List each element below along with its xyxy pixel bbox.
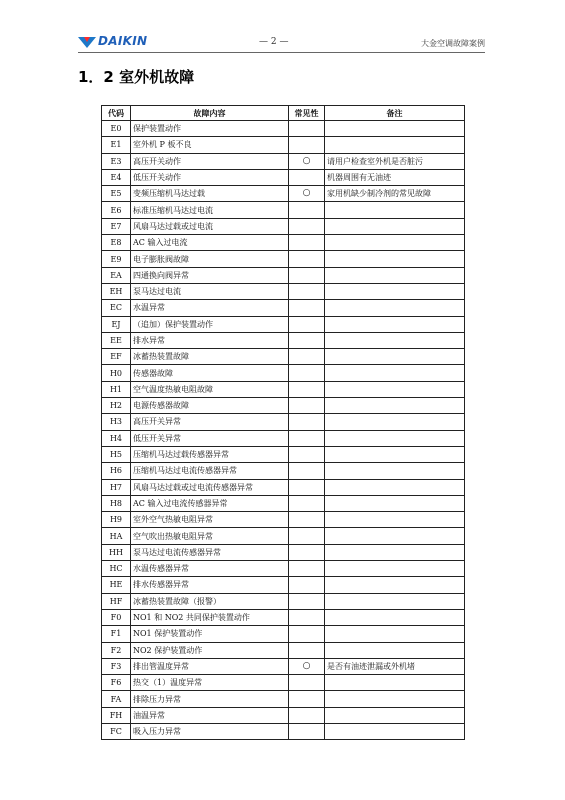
common-mark xyxy=(289,267,325,283)
remark xyxy=(325,430,465,446)
remark xyxy=(325,267,465,283)
fault-description: 室外空气热敏电阻异常 xyxy=(131,512,289,528)
common-mark xyxy=(289,381,325,397)
common-mark xyxy=(289,202,325,218)
table-row xyxy=(102,642,465,658)
common-mark xyxy=(289,332,325,348)
fault-description: 冰蓄热装置故障（报警） xyxy=(131,593,289,609)
fault-description: 排水传感器异常 xyxy=(131,577,289,593)
fault-description: AC 输入过电流 xyxy=(131,235,289,251)
fault-description: 风扇马达过载或过电流传感器异常 xyxy=(131,479,289,495)
table-row xyxy=(102,495,465,511)
remark xyxy=(325,446,465,462)
remark xyxy=(325,707,465,723)
remark xyxy=(325,479,465,495)
fault-description: 室外机 P 板不良 xyxy=(131,137,289,153)
remark xyxy=(325,463,465,479)
table-row xyxy=(102,609,465,625)
fault-code: HH xyxy=(102,544,131,560)
common-mark xyxy=(289,544,325,560)
remark xyxy=(325,544,465,560)
fault-description: 泵马达过电流 xyxy=(131,283,289,299)
remark xyxy=(325,577,465,593)
table-row xyxy=(102,349,465,365)
fault-description: 低压开关异常 xyxy=(131,430,289,446)
remark xyxy=(325,495,465,511)
fault-description: NO1 保护装置动作 xyxy=(131,626,289,642)
fault-description: 空气温度热敏电阻故障 xyxy=(131,381,289,397)
remark xyxy=(325,642,465,658)
fault-code: E5 xyxy=(102,186,131,202)
table-row xyxy=(102,121,465,137)
remark xyxy=(325,218,465,234)
fault-code: E9 xyxy=(102,251,131,267)
remark xyxy=(325,235,465,251)
remark: 机器周围有无油迹 xyxy=(325,169,465,185)
fault-code: EH xyxy=(102,283,131,299)
fault-description: 电源传感器故障 xyxy=(131,398,289,414)
fault-description: 排出管温度异常 xyxy=(131,658,289,674)
remark xyxy=(325,691,465,707)
remark xyxy=(325,316,465,332)
fault-code: E7 xyxy=(102,218,131,234)
common-mark xyxy=(289,512,325,528)
fault-code: FA xyxy=(102,691,131,707)
remark xyxy=(325,723,465,739)
section-title: 1．2 室外机故障 xyxy=(78,68,195,86)
common-mark xyxy=(289,609,325,625)
table-row xyxy=(102,153,465,169)
fault-code: H9 xyxy=(102,512,131,528)
common-mark xyxy=(289,365,325,381)
document-title: 大金空调故障案例 xyxy=(421,39,485,48)
column-header-note: 备注 xyxy=(325,106,465,121)
fault-code: H4 xyxy=(102,430,131,446)
remark xyxy=(325,381,465,397)
table-row xyxy=(102,202,465,218)
fault-description: 水温传感器异常 xyxy=(131,561,289,577)
common-mark xyxy=(289,169,325,185)
fault-code: EE xyxy=(102,332,131,348)
common-mark xyxy=(289,349,325,365)
common-mark xyxy=(289,642,325,658)
remark xyxy=(325,593,465,609)
common-mark xyxy=(289,137,325,153)
fault-code: H3 xyxy=(102,414,131,430)
fault-description: 吸入压力异常 xyxy=(131,723,289,739)
fault-description: NO2 保护装置动作 xyxy=(131,642,289,658)
fault-code: EC xyxy=(102,300,131,316)
table-row xyxy=(102,137,465,153)
common-mark xyxy=(289,414,325,430)
table-row xyxy=(102,626,465,642)
fault-description: 保护装置动作 xyxy=(131,121,289,137)
fault-code: E6 xyxy=(102,202,131,218)
table-row xyxy=(102,707,465,723)
column-header-common: 常见性 xyxy=(289,106,325,121)
table-row xyxy=(102,479,465,495)
fault-code: HC xyxy=(102,561,131,577)
column-header-description: 故障内容 xyxy=(131,106,289,121)
fault-description: （追加）保护装置动作 xyxy=(131,316,289,332)
table-row xyxy=(102,381,465,397)
common-mark xyxy=(289,723,325,739)
fault-code: E0 xyxy=(102,121,131,137)
fault-code: E8 xyxy=(102,235,131,251)
common-mark xyxy=(289,300,325,316)
common-mark xyxy=(289,528,325,544)
daikin-logo-icon xyxy=(78,37,96,48)
fault-description: 油温异常 xyxy=(131,707,289,723)
common-mark xyxy=(289,251,325,267)
table-row xyxy=(102,593,465,609)
table-row xyxy=(102,463,465,479)
table-row xyxy=(102,267,465,283)
table-row xyxy=(102,658,465,674)
common-mark xyxy=(289,446,325,462)
fault-description: 四通换向阀异常 xyxy=(131,267,289,283)
header-divider xyxy=(78,52,485,53)
table-row xyxy=(102,414,465,430)
remark xyxy=(325,398,465,414)
common-mark xyxy=(289,316,325,332)
fault-code: H6 xyxy=(102,463,131,479)
fault-code: F3 xyxy=(102,658,131,674)
fault-code: F2 xyxy=(102,642,131,658)
fault-description: 空气吹出热敏电阻异常 xyxy=(131,528,289,544)
remark xyxy=(325,414,465,430)
fault-code-table xyxy=(101,105,465,740)
table-row xyxy=(102,398,465,414)
fault-code: H0 xyxy=(102,365,131,381)
common-mark xyxy=(289,398,325,414)
fault-description: 压缩机马达过电流传感器异常 xyxy=(131,463,289,479)
common-mark xyxy=(289,593,325,609)
common-mark xyxy=(289,707,325,723)
table-row xyxy=(102,235,465,251)
common-mark xyxy=(289,218,325,234)
common-mark xyxy=(289,691,325,707)
fault-code: H7 xyxy=(102,479,131,495)
fault-description: 风扇马达过载或过电流 xyxy=(131,218,289,234)
table-row xyxy=(102,512,465,528)
common-mark xyxy=(289,479,325,495)
remark xyxy=(325,675,465,691)
common-mark xyxy=(289,121,325,137)
fault-code: H5 xyxy=(102,446,131,462)
page-number: — 2 — xyxy=(259,37,289,47)
fault-description: 水温异常 xyxy=(131,300,289,316)
table-row xyxy=(102,446,465,462)
remark xyxy=(325,332,465,348)
fault-code: HA xyxy=(102,528,131,544)
common-mark xyxy=(289,561,325,577)
remark: 家用机缺少制冷剂的常见故障 xyxy=(325,186,465,202)
table-row xyxy=(102,300,465,316)
table-row xyxy=(102,691,465,707)
fault-code: HF xyxy=(102,593,131,609)
fault-code: HE xyxy=(102,577,131,593)
fault-code: EF xyxy=(102,349,131,365)
fault-code: E4 xyxy=(102,169,131,185)
fault-description: 冰蓄热装置故障 xyxy=(131,349,289,365)
fault-description: 标准压缩机马达过电流 xyxy=(131,202,289,218)
brand-name: DAIKIN xyxy=(98,34,148,48)
table-row xyxy=(102,218,465,234)
fault-description: 变频压缩机马达过载 xyxy=(131,186,289,202)
common-mark: ○ xyxy=(289,153,325,169)
fault-description: 压缩机马达过载传感器异常 xyxy=(131,446,289,462)
remark: 是否有油迹泄漏或外机堵 xyxy=(325,658,465,674)
table-row xyxy=(102,561,465,577)
remark xyxy=(325,626,465,642)
table-row xyxy=(102,365,465,381)
table-row xyxy=(102,251,465,267)
fault-code: FH xyxy=(102,707,131,723)
common-mark xyxy=(289,495,325,511)
fault-code: EA xyxy=(102,267,131,283)
remark xyxy=(325,137,465,153)
common-mark xyxy=(289,430,325,446)
fault-description: 泵马达过电流传感器异常 xyxy=(131,544,289,560)
fault-description: 排除压力异常 xyxy=(131,691,289,707)
remark xyxy=(325,121,465,137)
column-header-code: 代码 xyxy=(102,106,131,121)
table-row xyxy=(102,332,465,348)
table-row xyxy=(102,186,465,202)
common-mark: ○ xyxy=(289,186,325,202)
remark: 请用户检查室外机是否脏污 xyxy=(325,153,465,169)
remark xyxy=(325,528,465,544)
remark xyxy=(325,561,465,577)
table-row xyxy=(102,169,465,185)
common-mark xyxy=(289,283,325,299)
common-mark xyxy=(289,235,325,251)
common-mark xyxy=(289,577,325,593)
fault-description: NO1 和 NO2 共同保护装置动作 xyxy=(131,609,289,625)
fault-code: F0 xyxy=(102,609,131,625)
common-mark xyxy=(289,463,325,479)
table-body xyxy=(102,121,465,740)
table-row xyxy=(102,283,465,299)
fault-code: EJ xyxy=(102,316,131,332)
fault-code: E1 xyxy=(102,137,131,153)
remark xyxy=(325,512,465,528)
table-row xyxy=(102,723,465,739)
table-row xyxy=(102,577,465,593)
fault-description: 高压开关异常 xyxy=(131,414,289,430)
common-mark: ○ xyxy=(289,658,325,674)
table-row xyxy=(102,528,465,544)
table-row xyxy=(102,430,465,446)
fault-code: H2 xyxy=(102,398,131,414)
remark xyxy=(325,251,465,267)
fault-code: FC xyxy=(102,723,131,739)
fault-description: 热交（1）温度异常 xyxy=(131,675,289,691)
table-row xyxy=(102,675,465,691)
table-row xyxy=(102,316,465,332)
common-mark xyxy=(289,626,325,642)
remark xyxy=(325,283,465,299)
fault-code: H8 xyxy=(102,495,131,511)
fault-description: 传感器故障 xyxy=(131,365,289,381)
remark xyxy=(325,349,465,365)
fault-code: F1 xyxy=(102,626,131,642)
fault-code: H1 xyxy=(102,381,131,397)
table-row xyxy=(102,544,465,560)
daikin-logo xyxy=(78,34,147,48)
remark xyxy=(325,300,465,316)
remark xyxy=(325,365,465,381)
fault-description: 高压开关动作 xyxy=(131,153,289,169)
remark xyxy=(325,609,465,625)
remark xyxy=(325,202,465,218)
fault-description: 电子膨胀阀故障 xyxy=(131,251,289,267)
fault-code: E3 xyxy=(102,153,131,169)
fault-description: AC 输入过电流传感器异常 xyxy=(131,495,289,511)
fault-description: 排水异常 xyxy=(131,332,289,348)
table-header-row xyxy=(102,106,465,121)
fault-description: 低压开关动作 xyxy=(131,169,289,185)
fault-code: F6 xyxy=(102,675,131,691)
common-mark xyxy=(289,675,325,691)
